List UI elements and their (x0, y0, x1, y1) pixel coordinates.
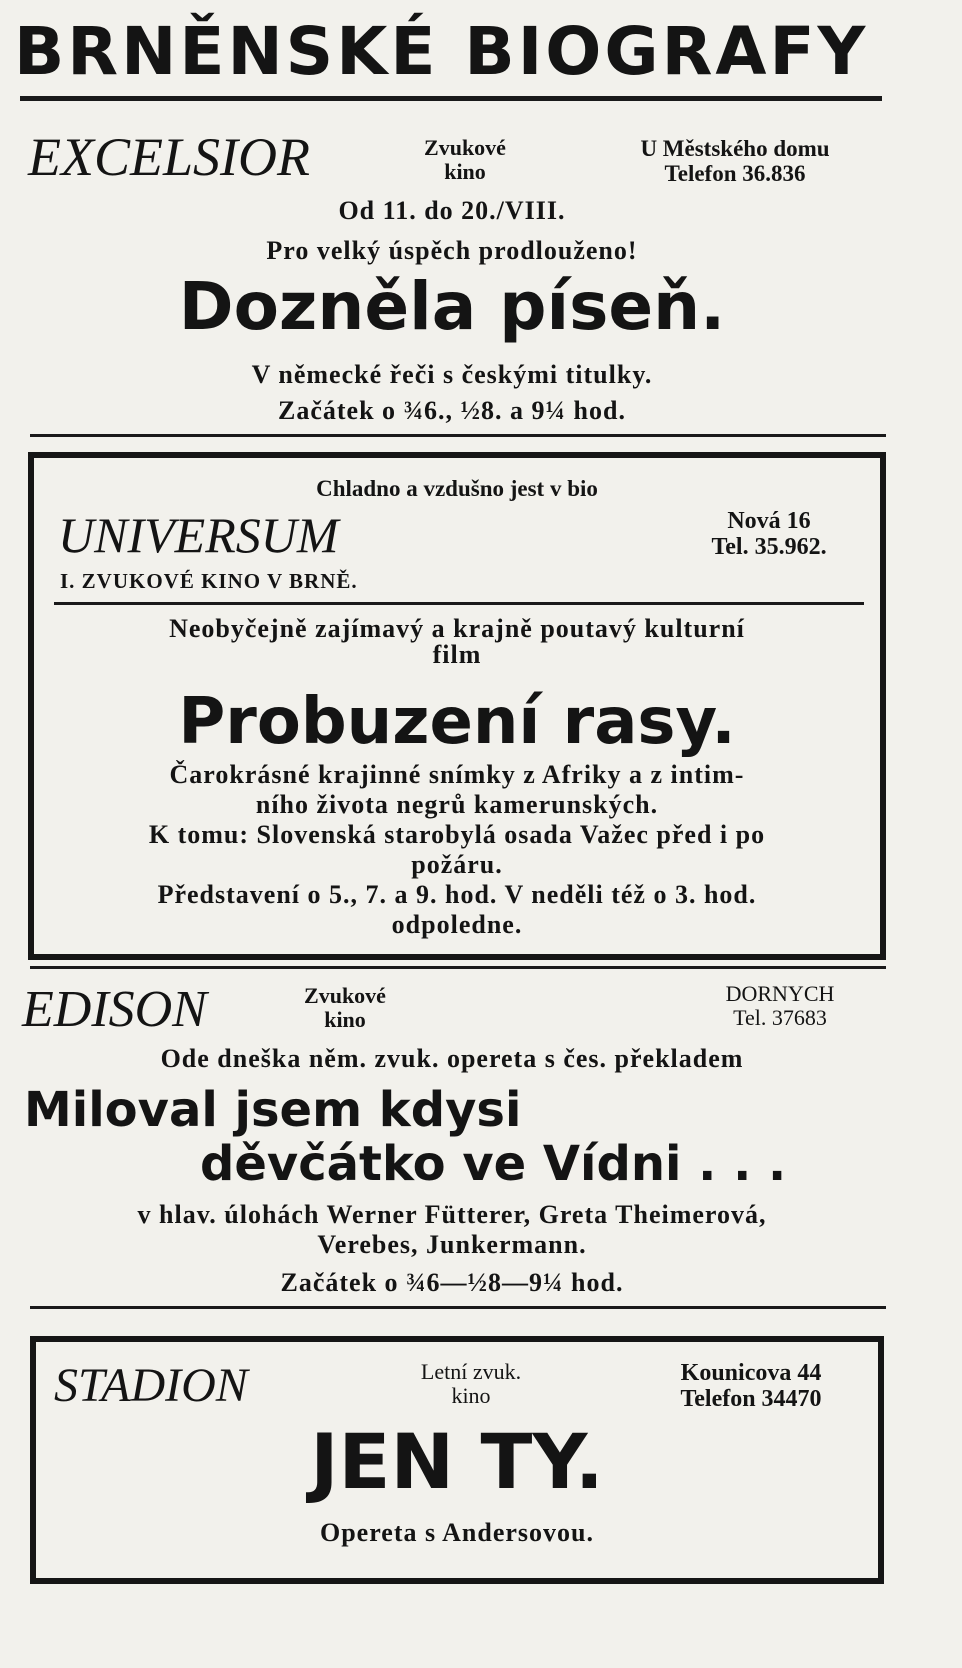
description-stadion: Opereta s Andersovou. (319, 1518, 595, 1547)
phone-excelsior: Telefon 36.836 (664, 161, 806, 187)
phone-universum: Tel. 35.962. (711, 534, 827, 561)
cinema-name-stadion: STADION (54, 1359, 248, 1412)
intro-edison: Ode dneška něm. zvuk. opereta s čes. překladem (160, 1044, 744, 1073)
description-line: K tomu: Slovenská starobylá osada Važec před i po (148, 820, 766, 849)
note-excelsior: Pro velký úspěch prodlouženo! (266, 236, 638, 265)
section-rule (30, 434, 886, 437)
cinema-type-line: Zvukové (424, 135, 506, 160)
description-universum (34, 760, 880, 940)
stadion-listing (30, 1336, 884, 1584)
section-rule (30, 966, 886, 969)
address-edison: DORNYCH (725, 981, 835, 1006)
film-title-excelsior: Dozněla píseň. (178, 268, 726, 345)
cast-line: Verebes, Junkermann. (317, 1230, 587, 1259)
section-rule (30, 1306, 886, 1309)
description-line: ního života negrů kamerunských. (255, 790, 659, 819)
contact-universum (674, 508, 864, 561)
contact-excelsior (590, 136, 880, 187)
intro-universum (34, 614, 880, 669)
cinema-type-line: kino (444, 159, 486, 185)
subtitle-universum: I. ZVUKOVÉ KINO V BRNĚ. (60, 569, 358, 593)
cinema-type-excelsior (400, 136, 530, 184)
cinema-name-universum: UNIVERSUM (58, 507, 339, 563)
cinema-type-stadion (386, 1360, 556, 1408)
inner-rule (54, 602, 864, 605)
cinema-type-line: Letní zvuk. (420, 1359, 522, 1384)
film-title-edison-line2: děvčátko ve Vídni . . . (200, 1136, 787, 1192)
cast-line: v hlav. úlohách Werner Fütterer, Greta Theimerová, (137, 1200, 767, 1229)
cinema-name-edison: EDISON (22, 981, 207, 1038)
address-excelsior: U Městského domu (640, 136, 830, 161)
universum-listing (28, 452, 886, 960)
cinema-type-line: kino (324, 1007, 366, 1033)
intro-line: film (432, 640, 482, 669)
film-title-universum: Probuzení rasy. (178, 685, 736, 759)
cinema-type-edison (280, 984, 410, 1032)
film-title-edison-line1: Miloval jsem kdysi (24, 1082, 522, 1138)
phone-stadion: Telefon 34470 (680, 1386, 822, 1413)
cinema-type-line: Zvukové (304, 983, 386, 1008)
language-excelsior: V německé řeči s českými titulky. (251, 360, 653, 389)
cinema-name-excelsior: EXCELSIOR (28, 127, 310, 187)
address-stadion: Kounicova 44 (680, 1360, 822, 1386)
cinema-type-line: kino (451, 1383, 491, 1409)
address-universum: Nová 16 (727, 508, 811, 534)
times-excelsior: Začátek o ¾6., ½8. a 9¼ hod. (278, 396, 626, 425)
film-title-stadion: JEN TY. (310, 1417, 604, 1506)
showtimes-line: Představení o 5., 7. a 9. hod. V neděli též o 3. hod. (157, 880, 757, 909)
cast-edison (0, 1200, 904, 1260)
showtimes-line: odpoledne. (391, 910, 523, 939)
contact-edison (680, 982, 880, 1030)
contact-stadion (636, 1360, 866, 1413)
description-line: požáru. (411, 850, 503, 879)
times-edison: Začátek o ¾6—½8—9¼ hod. (280, 1268, 624, 1297)
masthead-rule (20, 96, 882, 101)
intro-line: Neobyčejně zajímavý a krajně poutavý kulturní (169, 614, 745, 643)
description-line: Čarokrásné krajinné snímky z Afriky a z intim- (169, 760, 745, 789)
phone-edison: Tel. 37683 (733, 1005, 827, 1031)
dates-excelsior: Od 11. do 20./VIII. (338, 196, 566, 225)
masthead-title: BRNĚNSKÉ BIOGRAFY (14, 13, 869, 90)
tagline-universum: Chladno a vzdušno jest v bio (316, 476, 598, 501)
